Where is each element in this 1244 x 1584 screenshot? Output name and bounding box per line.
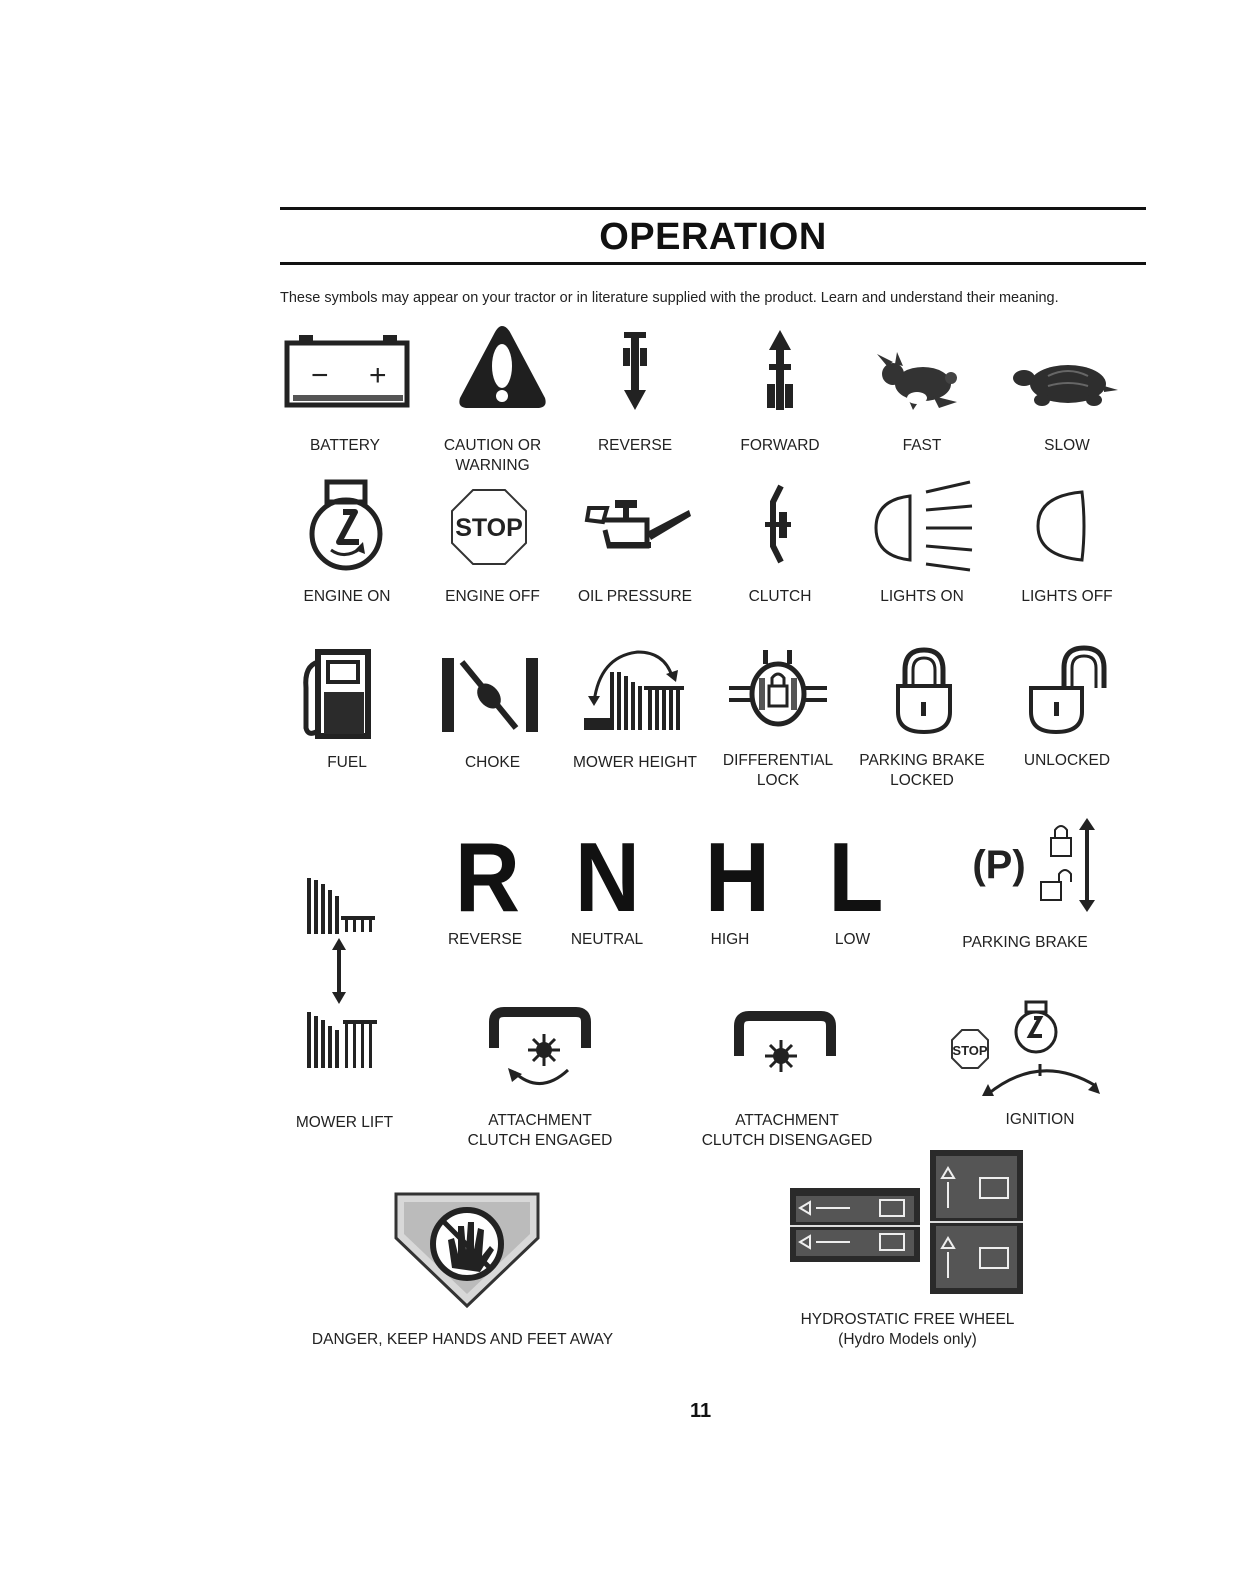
lights-on-icon [872, 478, 982, 570]
clutch-icon [763, 482, 793, 566]
label-fuel: FUEL [327, 754, 367, 771]
choke-icon [440, 656, 540, 734]
reverse-arrow-icon [620, 330, 650, 412]
intro-text: These symbols may appear on your tractor or in literature supplied with the product. Learn and understand their meaning. [280, 290, 1059, 306]
label-fast: FAST [902, 437, 942, 454]
hydro-decal-image [790, 1148, 1025, 1296]
label-attach-engaged-1: ATTACHMENT [488, 1112, 592, 1129]
label-slow: SLOW [1044, 437, 1090, 454]
differential-lock-icon [727, 648, 829, 738]
label-diff-lock-1: DIFFERENTIAL [722, 752, 834, 769]
label-parking-brake: PARKING BRAKE [962, 934, 1088, 951]
label-clutch: CLUTCH [748, 588, 812, 605]
lights-off-icon [1036, 490, 1088, 562]
rabbit-icon [873, 352, 968, 414]
battery-minus-glyph: − [311, 359, 329, 392]
label-ignition: IGNITION [1005, 1111, 1075, 1128]
bottom-rule [280, 262, 1146, 265]
ignition-icon [950, 1000, 1105, 1100]
label-battery: BATTERY [309, 437, 381, 454]
ignition-stop-text: STOP [952, 1043, 988, 1058]
label-parking-locked-2: LOCKED [890, 772, 954, 789]
label-gear-neutral: NEUTRAL [570, 931, 644, 948]
parking-brake-icon [955, 816, 1105, 916]
engine-on-icon [305, 480, 387, 572]
gear-r-glyph: R [454, 822, 520, 932]
battery-icon [285, 335, 410, 410]
page-title: OPERATION [599, 216, 827, 258]
label-caution-2: WARNING [455, 457, 530, 474]
battery-plus-glyph: + [369, 359, 387, 392]
label-diff-lock-2: LOCK [756, 772, 800, 789]
label-choke: CHOKE [464, 754, 521, 771]
label-lights-off: LIGHTS OFF [1021, 588, 1113, 605]
label-gear-reverse: REVERSE [447, 931, 523, 948]
top-rule [280, 207, 1146, 210]
stop-sign-text: STOP [455, 514, 523, 542]
label-parking-locked-1: PARKING BRAKE [859, 752, 985, 769]
label-hydro-1: HYDROSTATIC FREE WHEEL [800, 1311, 1015, 1328]
attachment-disengaged-icon [735, 1012, 835, 1084]
label-caution-1: CAUTION OR [443, 437, 542, 454]
label-gear-high: HIGH [710, 931, 750, 948]
gear-l-glyph: L [828, 822, 884, 932]
attachment-engaged-icon [490, 1008, 590, 1092]
mower-lift-icon [305, 870, 385, 1072]
turtle-icon [1012, 360, 1120, 408]
gear-n-glyph: N [574, 822, 640, 932]
mower-height-icon [580, 642, 688, 734]
label-reverse: REVERSE [597, 437, 673, 454]
warning-triangle-icon [455, 322, 550, 412]
forward-arrow-icon [765, 328, 795, 412]
label-engine-off: ENGINE OFF [445, 588, 540, 605]
label-gear-low: LOW [834, 931, 871, 948]
label-engine-on: ENGINE ON [303, 588, 391, 605]
fuel-pump-icon [300, 648, 372, 740]
label-mower-lift: MOWER LIFT [295, 1114, 394, 1131]
label-unlocked: UNLOCKED [1023, 752, 1111, 769]
gear-h-glyph: H [704, 822, 770, 932]
label-mower-height: MOWER HEIGHT [573, 754, 697, 771]
oil-can-icon [585, 496, 695, 556]
label-attach-disengaged-2: CLUTCH DISENGAGED [701, 1132, 873, 1149]
page-number: 11 [690, 1400, 712, 1422]
padlock-unlocked-icon [1028, 646, 1110, 736]
label-hydro-2: (Hydro Models only) [838, 1331, 977, 1348]
label-forward: FORWARD [740, 437, 820, 454]
stop-sign-icon [450, 488, 528, 566]
label-danger: DANGER, KEEP HANDS AND FEET AWAY [311, 1331, 614, 1348]
parking-p-glyph: (P) [972, 843, 1026, 887]
label-lights-on: LIGHTS ON [880, 588, 964, 605]
danger-hand-icon [392, 1190, 542, 1310]
label-attach-engaged-2: CLUTCH ENGAGED [467, 1132, 613, 1149]
padlock-locked-icon [895, 648, 953, 734]
label-attach-disengaged-1: ATTACHMENT [735, 1112, 839, 1129]
label-oil-pressure: OIL PRESSURE [578, 588, 692, 605]
